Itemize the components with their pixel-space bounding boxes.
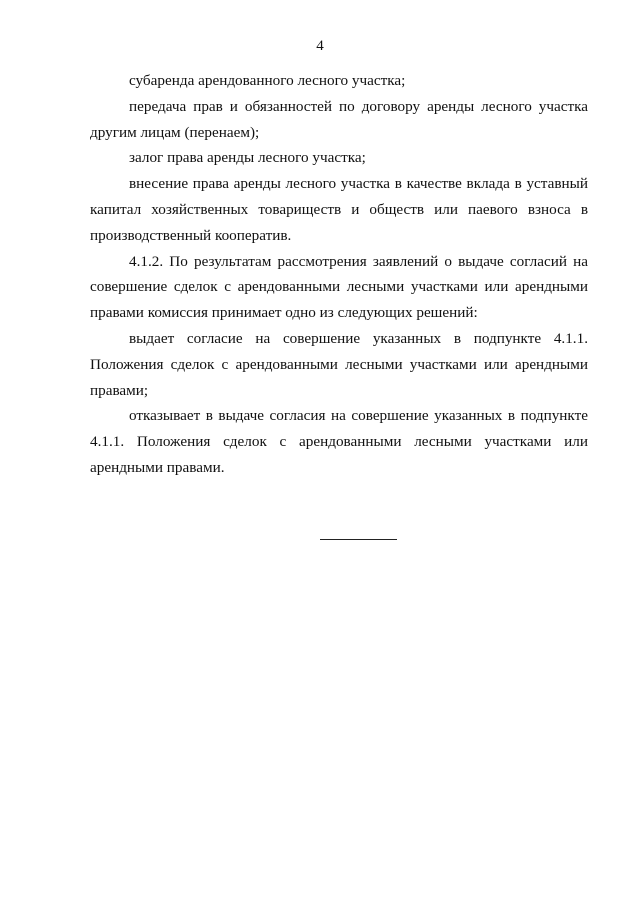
paragraph-4-1-2: 4.1.2. По результатам рассмотрения заявлений о выдаче согласий на совершение сделок с арендованными лесными участками или арендными правами комиссия принимает одно из следующих решений: [90, 252, 588, 322]
paragraph-sublease: субаренда арендованного лесного участка; [129, 72, 406, 89]
paragraph-grant-consent: выдает согласие на совершение указанных в подпункте 4.1.1. Положения сделок с арендованными лесными участками или арендными правами; [90, 329, 588, 399]
paragraph-transfer-of-rights: передача прав и обязанностей по договору аренды лесного участка другим лицам (перенаем); [90, 97, 588, 141]
paragraph-pledge: залог права аренды лесного участка; [129, 149, 366, 167]
page-number: 4 [316, 38, 324, 54]
closing-divider [320, 539, 397, 540]
body-text [90, 68, 588, 481]
paragraph-contribution: внесение права аренды лесного участка в качестве вклада в уставный капитал хозяйственных товариществ и обществ или паевого взноса в производственный кооператив. [90, 175, 588, 244]
paragraph-refuse-consent: отказывает в выдаче согласия на совершение указанных в подпункте 4.1.1. Положения сделок с арендованными лесными участками или арендными правами. [90, 407, 588, 476]
